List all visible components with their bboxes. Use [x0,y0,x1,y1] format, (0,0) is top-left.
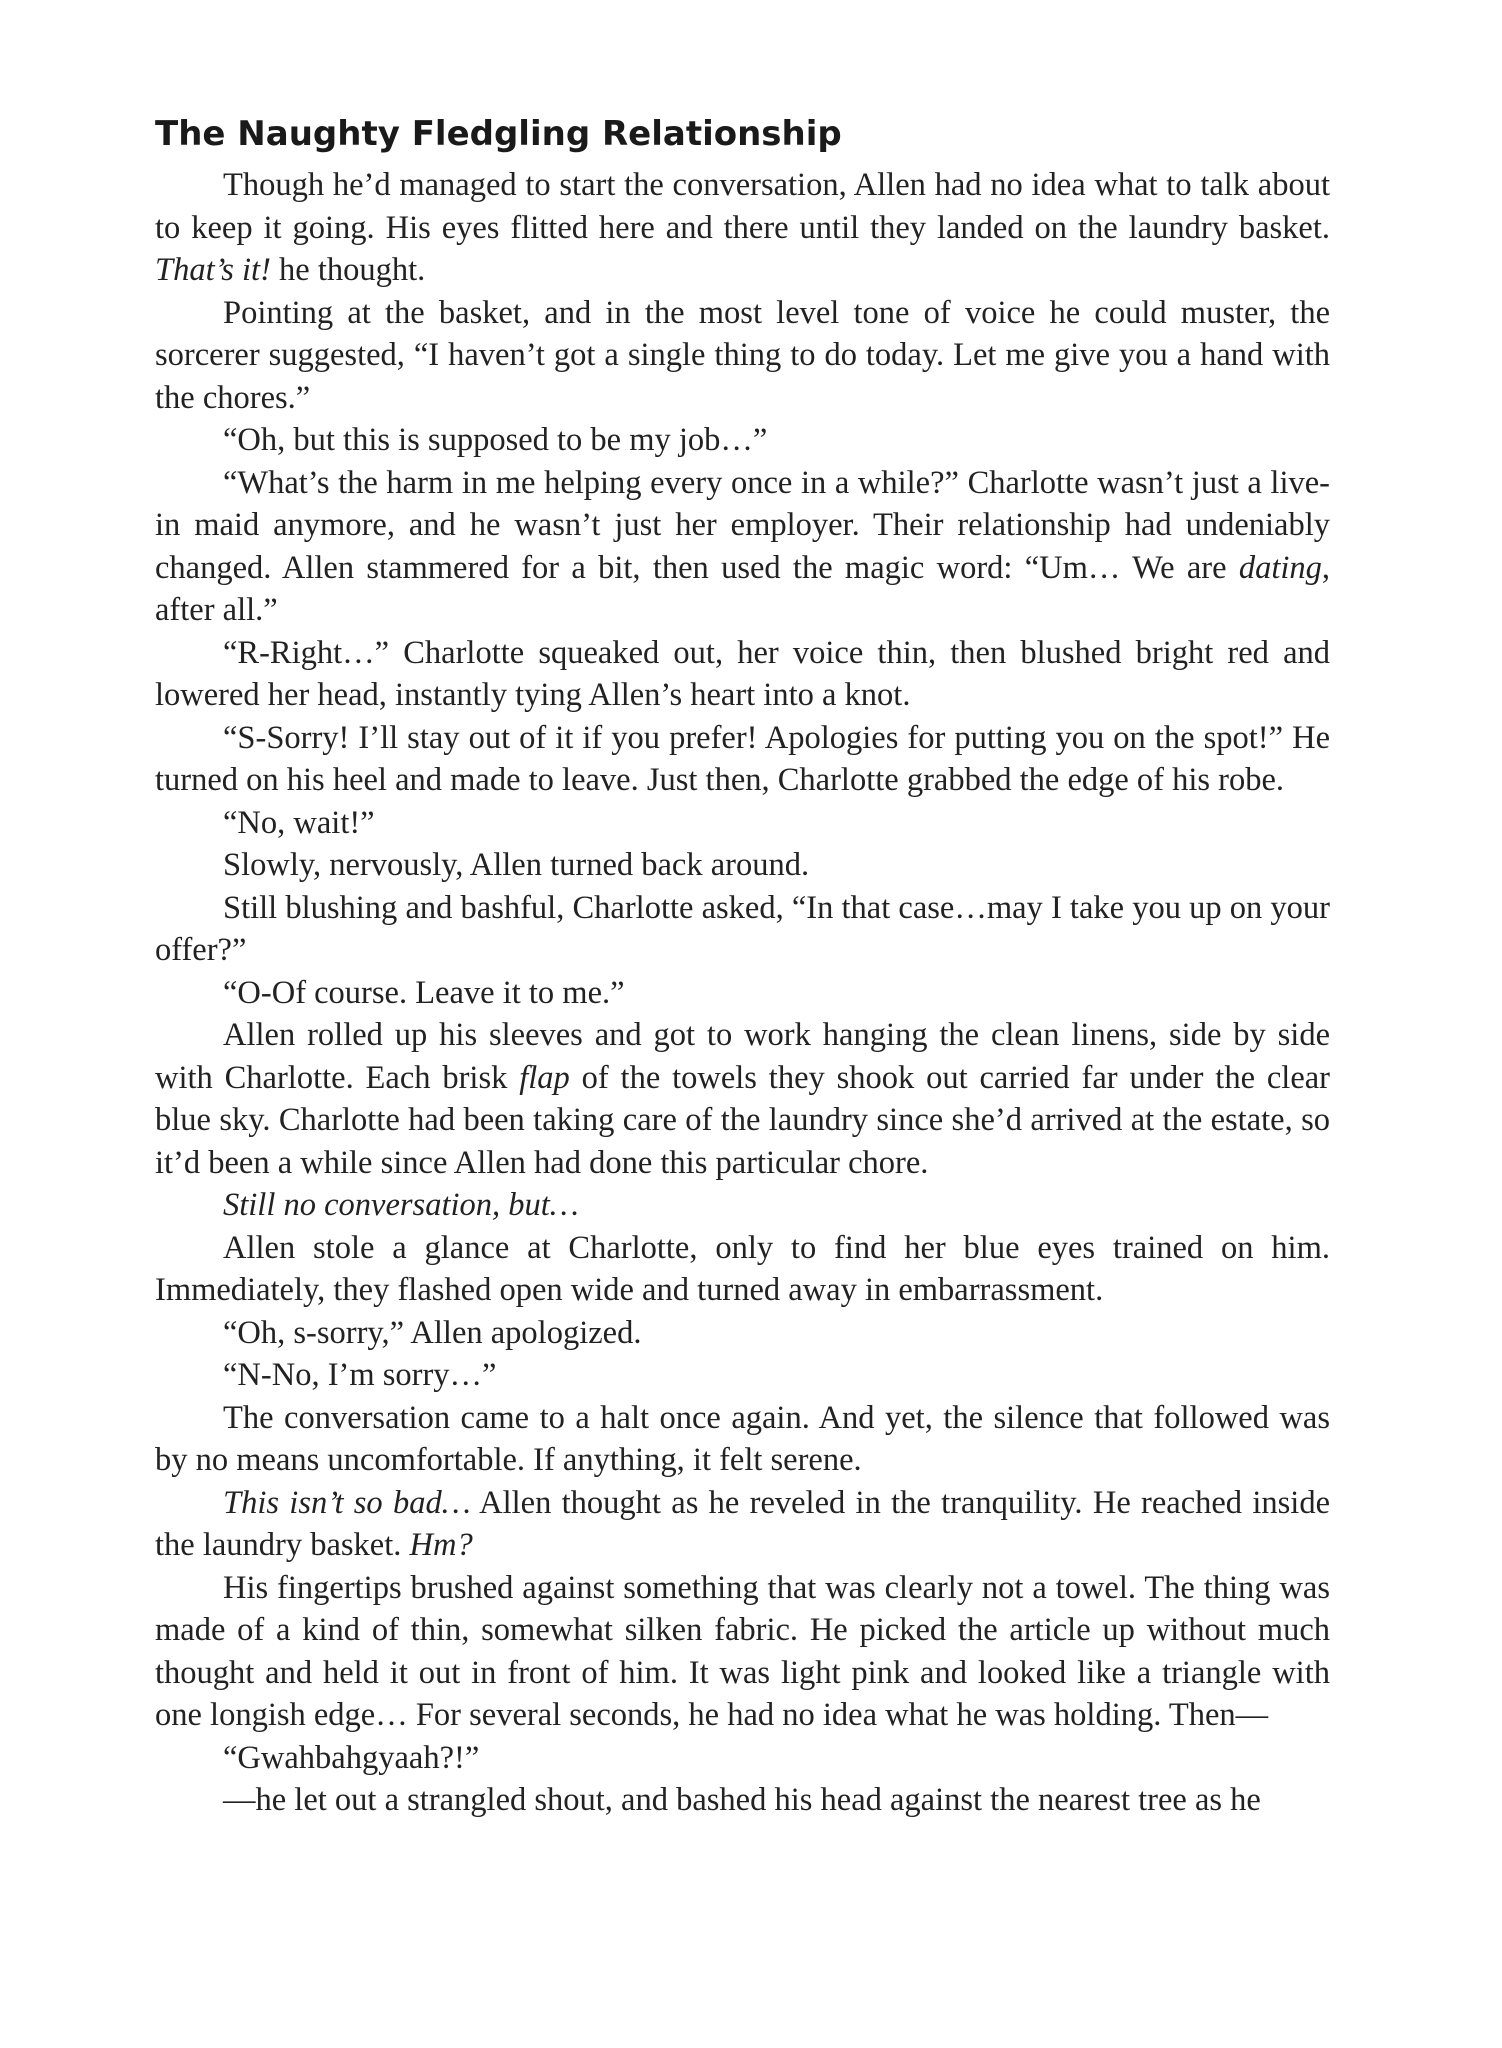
text-run: “S-Sorry! I’ll stay out of it if you prefer! Apologies for putting you on the spot!” He turned on his heel and made to leave. Just then, Charlotte grabbed the edge of his robe. [155,719,1330,798]
italic-text-run: dating [1238,549,1322,586]
italic-text-run: flap [519,1059,570,1096]
paragraph [155,1312,1330,1355]
paragraph [155,887,1330,972]
text-run: “Oh, s-sorry,” Allen apologized. [223,1314,642,1351]
body-text [155,164,1330,1822]
paragraph [155,1014,1330,1184]
text-run: His fingertips brushed against something that was clearly not a towel. The thing was made of a kind of thin, somewhat silken fabric. He picked the article up without much thought and held it out in front of him. It was light pink and looked like a triangle with one longish edge… For several seconds, he had no idea what he was holding. Then— [155,1569,1330,1733]
paragraph [155,462,1330,632]
paragraph [155,1397,1330,1482]
text-run: Pointing at the basket, and in the most level tone of voice he could muster, the sorcerer suggested, “I haven’t got a single thing to do today. Let me give you a hand with the chores.” [155,294,1330,416]
italic-text-run: Hm? [409,1527,473,1563]
paragraph [155,292,1330,420]
paragraph [155,972,1330,1015]
text-run: “O-Of course. Leave it to me.” [223,974,625,1011]
text-run: “N-No, I’m sorry…” [223,1357,497,1393]
paragraph [155,717,1330,802]
paragraph [155,632,1330,717]
text-run: “R-Right…” Charlotte squeaked out, her voice thin, then blushed bright red and lowered her head, instantly tying Allen’s heart into a knot. [155,634,1330,713]
text-run: Though he’d managed to start the conversation, Allen had no idea what to talk about to keep it going. His eyes flitted here and there until they landed on the laundry basket. [155,167,1330,246]
paragraph [155,1737,1330,1780]
text-run: —he let out a strangled shout, and bashed his head against the nearest tree as he [223,1782,1261,1818]
text-run: of the towels they shook out carried far under the clear blue sky. Charlotte had been taking care of the laundry since she’d arrived at the estate, so it’d been a while since Allen had done this particular chore. [155,1059,1330,1181]
text-run: “Gwahbahgyaah?!” [223,1739,480,1776]
text-run: Allen stole a glance at Charlotte, only to find her blue eyes trained on him. Immediately, they flashed open wide and turned away in embarrassment. [155,1229,1330,1308]
paragraph [155,1184,1330,1227]
text-run: “What’s the harm in me helping every once in a while?” Charlotte wasn’t just a live-in maid anymore, and he wasn’t just her employer. Their relationship had undeniably changed. Allen stammered for a bit, then used the magic word: “Um… We are [155,464,1330,586]
book-page [155,100,1330,1822]
paragraph [155,1227,1330,1312]
paragraph [155,1567,1330,1737]
chapter-title: The Naughty Fledgling Relationship [155,114,842,154]
italic-text-run: This isn’t so bad… [223,1484,471,1521]
paragraph [155,419,1330,462]
text-run: The conversation came to a halt once again. And yet, the silence that followed was by no means uncomfortable. If anything, it felt serene. [155,1399,1330,1478]
paragraph [155,1779,1330,1822]
text-run: , after all.” [155,549,1330,628]
paragraph [155,1354,1330,1397]
paragraph [155,844,1330,887]
text-run: “Oh, but this is supposed to be my job…” [223,422,768,458]
text-run: Allen thought as he reveled in the tranquility. He reached inside the laundry basket. [155,1484,1330,1563]
text-run: Still blushing and bashful, Charlotte asked, “In that case…may I take you up on your offer?” [155,889,1330,968]
italic-text-run: Still no conversation, but… [223,1187,579,1223]
text-run: “No, wait!” [223,804,375,841]
italic-text-run: That’s it! [155,252,271,288]
text-run: Slowly, nervously, Allen turned back around. [223,847,810,883]
text-run: he thought. [270,252,426,288]
text-run: Allen rolled up his sleeves and got to work hanging the clean linens, side by side with Charlotte. Each brisk [155,1017,1330,1096]
paragraph [155,164,1330,292]
paragraph [155,1482,1330,1567]
paragraph [155,802,1330,845]
